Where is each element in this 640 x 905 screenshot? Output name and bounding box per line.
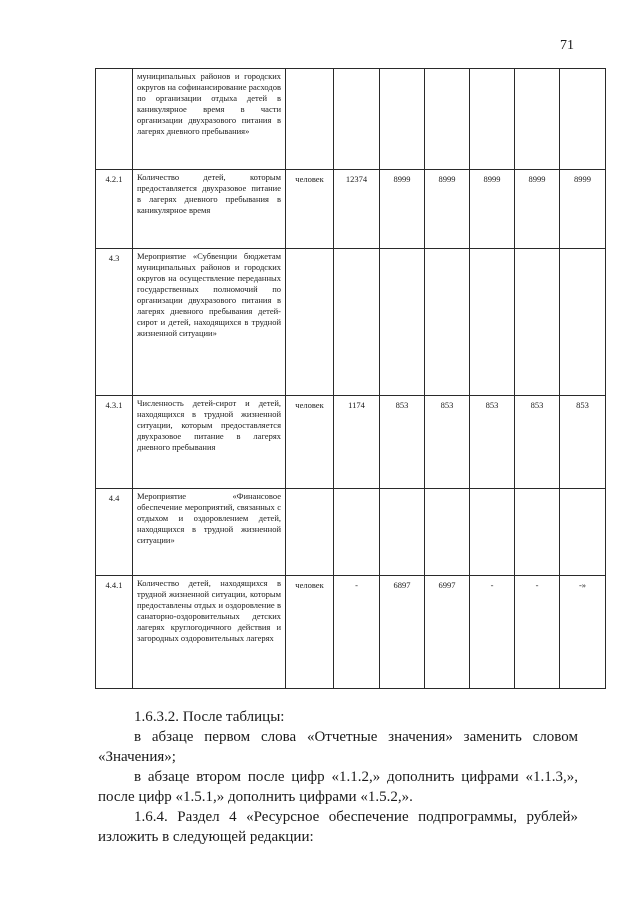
paragraph: в абзаце первом слова «Отчетные значения» заменить словом «Значения»; — [98, 729, 578, 765]
row-value — [515, 69, 560, 170]
table-row — [96, 396, 606, 489]
row-value — [470, 249, 515, 396]
table-row — [96, 249, 606, 396]
row-value — [334, 249, 380, 396]
row-value: 6997 — [425, 576, 470, 689]
row-unit: человек — [286, 396, 334, 489]
row-unit — [286, 249, 334, 396]
row-value: 853 — [425, 396, 470, 489]
row-value — [380, 69, 425, 170]
row-value — [470, 69, 515, 170]
row-value: - — [470, 576, 515, 689]
row-value — [425, 69, 470, 170]
row-value — [560, 489, 606, 576]
row-value — [470, 489, 515, 576]
row-unit — [286, 489, 334, 576]
row-name: муниципальных районов и городских округов на софинансирование расходов по организации отдыха детей в каникулярное время в части организации двухразового питания в лагерях дневного пребывания» — [133, 69, 286, 170]
row-value: 8999 — [470, 170, 515, 249]
paragraph: 1.6.4. Раздел 4 «Ресурсное обеспечение подпрограммы, рублей» изложить в следующей редакции: — [98, 809, 578, 845]
row-unit: человек — [286, 576, 334, 689]
row-value: 8999 — [380, 170, 425, 249]
row-value — [380, 249, 425, 396]
row-name: Количество детей, которым предоставляется двухразовое питание в лагерях дневного пребывания в каникулярное время — [133, 170, 286, 249]
row-value: 1174 — [334, 396, 380, 489]
row-value: - — [515, 576, 560, 689]
row-number: 4.3.1 — [96, 396, 133, 489]
row-value: -» — [560, 576, 606, 689]
row-value: - — [334, 576, 380, 689]
row-value: 8999 — [515, 170, 560, 249]
row-number: 4.4 — [96, 489, 133, 576]
row-value: 853 — [515, 396, 560, 489]
indicators-table — [95, 68, 606, 689]
row-name: Количество детей, находящихся в трудной жизненной ситуации, которым предоставлены отдых и оздоровление в санаторно-оздоровительных детских лагерях круглогодичного действия и загородных оздоровительных лагерях — [133, 576, 286, 689]
table-row — [96, 69, 606, 170]
amendment-text — [98, 707, 578, 847]
row-value: 853 — [560, 396, 606, 489]
row-number: 4.4.1 — [96, 576, 133, 689]
row-value — [380, 489, 425, 576]
row-value — [425, 489, 470, 576]
row-value: 853 — [380, 396, 425, 489]
table-row — [96, 576, 606, 689]
row-number: 4.3 — [96, 249, 133, 396]
row-unit: человек — [286, 170, 334, 249]
row-value — [334, 489, 380, 576]
page-number: 71 — [560, 38, 574, 53]
row-value — [425, 249, 470, 396]
row-value — [334, 69, 380, 170]
row-value: 8999 — [560, 170, 606, 249]
table-row — [96, 170, 606, 249]
row-value: 6897 — [380, 576, 425, 689]
row-value: 12374 — [334, 170, 380, 249]
row-number — [96, 69, 133, 170]
row-name: Численность детей-сирот и детей, находящихся в трудной жизненной ситуации, которым предоставляется двухразовое питание в лагерях дневного пребывания — [133, 396, 286, 489]
row-name: Мероприятие «Субвенции бюджетам муниципальных районов и городских округов на осуществление переданных государственных полномочий по организации двухразового питания в лагерях дневного пребывания детей-сирот и детей, находящихся в трудной жизненной ситуации» — [133, 249, 286, 396]
paragraph: в абзаце втором после цифр «1.1.2,» дополнить цифрами «1.1.3,», после цифр «1.5.1,» дополнить цифрами «1.5.2,». — [98, 769, 578, 805]
row-value: 853 — [470, 396, 515, 489]
row-number: 4.2.1 — [96, 170, 133, 249]
row-value — [560, 249, 606, 396]
table-row — [96, 489, 606, 576]
row-value — [515, 249, 560, 396]
paragraph: 1.6.3.2. После таблицы: — [134, 709, 285, 725]
row-value — [515, 489, 560, 576]
row-value: 8999 — [425, 170, 470, 249]
row-unit — [286, 69, 334, 170]
row-name: Мероприятие «Финансовое обеспечение мероприятий, связанных с отдыхом и оздоровлением детей, находящихся в трудной жизненной ситуации» — [133, 489, 286, 576]
row-value — [560, 69, 606, 170]
